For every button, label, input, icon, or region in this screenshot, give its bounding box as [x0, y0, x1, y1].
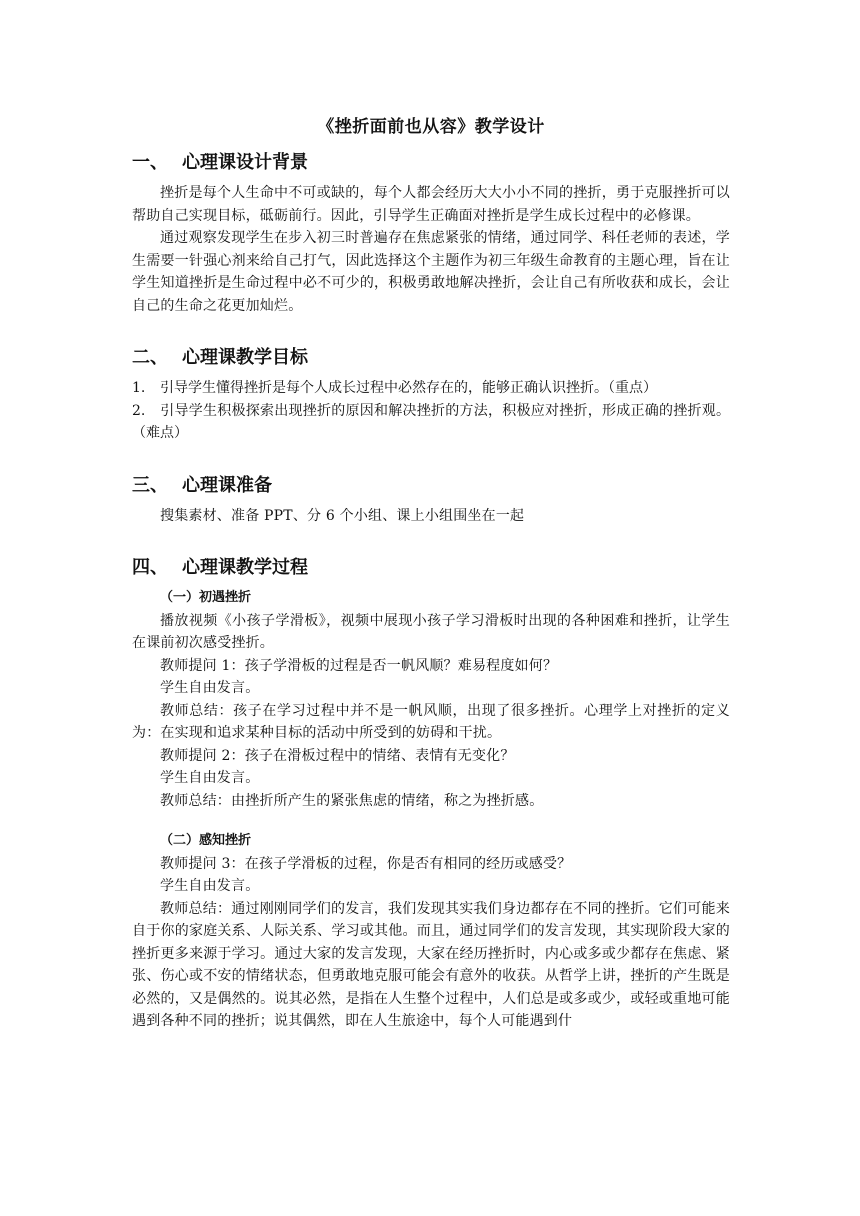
section-heading — [132, 343, 730, 373]
section-number: 四、 — [132, 557, 168, 578]
subsection-heading: （二）感知挫折 — [160, 833, 252, 848]
list-item-text: 引导学生懂得挫折是每个人成长过程中必然存在的，能够正确认识挫折。（重点） — [160, 380, 657, 396]
section-background — [132, 148, 730, 317]
paragraph: 搜集素材、准备 PPT、分 6 个小组、课上小组围坐在一起 — [160, 507, 525, 524]
section-heading — [132, 148, 730, 178]
section-title: 心理课教学目标 — [182, 347, 308, 368]
paragraph: 挫折是每个人生命中不可或缺的，每个人都会经历大大小小不同的挫折，勇于克服挫折可以帮助自己实现目标，砥砺前行。因此，引导学生正确面对挫折是学生成长过程中的必修课。 — [132, 185, 730, 224]
list-item-text: 引导学生积极探索出现挫折的原因和解决挫折的方法，积极应对挫折，形成正确的挫折观。（难点） — [132, 402, 730, 441]
paragraph: 播放视频《小孩子学滑板》，视频中展现小孩子学习滑板时出现的各种困难和挫折，让学生在课前初次感受挫折。 — [132, 612, 730, 651]
document-page — [132, 112, 730, 1033]
paragraph: 教师提问 2：孩子在滑板过程中的情绪、表情有无变化？ — [160, 747, 515, 764]
list-marker: 1. — [132, 380, 146, 396]
subsection-perceive — [132, 830, 730, 1033]
section-number: 一、 — [132, 152, 168, 173]
list-item — [132, 400, 730, 445]
paragraph: 教师总结：由挫折所产生的紧张焦虑的情绪，称之为挫折感。 — [160, 792, 544, 809]
section-title: 心理课设计背景 — [182, 152, 308, 173]
section-preparation — [132, 471, 730, 528]
paragraph: 教师总结：通过刚刚同学们的发言，我们发现其实我们身边都存在不同的挫折。它们可能来自于你的家庭关系、人际关系、学习或其他。而且，通过同学们的发言发现，其实现阶段大家的挫折更多来源于学习。通过大家的发言发现，大家在经历挫折时，内心或多或少都存在焦虑、紧张、伤心或不安的情绪状态，但勇敢地克服可能会有意外的收获。从哲学上讲，挫折的产生既是必然的，又是偶然的。说其必然，是指在人生整个过程中，人们总是或多或少，或轻或重地可能遇到各种不同的挫折；说其偶然，即在人生旅途中，每个人可能遇到什 — [132, 900, 730, 1029]
section-number: 三、 — [132, 474, 168, 496]
section-title: 心理课教学过程 — [182, 557, 308, 578]
section-heading — [132, 553, 730, 583]
section-number: 二、 — [132, 347, 168, 368]
subsection-heading: （一）初遇挫折 — [160, 590, 252, 605]
section-objectives — [132, 343, 730, 445]
section-title: 心理课准备 — [182, 474, 272, 496]
list-item — [132, 377, 730, 400]
section-heading — [132, 471, 730, 501]
subsection-first-encounter — [132, 587, 730, 812]
paragraph: 学生自由发言。 — [160, 680, 260, 696]
paragraph: 教师提问 1：孩子学滑板的过程是否一帆风顺？难易程度如何？ — [160, 657, 558, 674]
paragraph: 学生自由发言。 — [160, 878, 260, 894]
paragraph: 学生自由发言。 — [160, 770, 260, 786]
paragraph: 教师提问 3：在孩子学滑板的过程，你是否有相同的经历或感受？ — [160, 855, 572, 872]
section-process — [132, 553, 730, 1033]
document-title: 《挫折面前也从容》教学设计 — [317, 117, 545, 137]
paragraph: 教师总结：孩子在学习过程中并不是一帆风顺，出现了很多挫折。心理学上对挫折的定义为：在实现和追求某种目标的活动中所受到的妨碍和干扰。 — [132, 702, 730, 741]
paragraph: 通过观察发现学生在步入初三时普遍存在焦虑紧张的情绪，通过同学、科任老师的表述，学生需要一针强心剂来给自己打气，因此选择这个主题作为初三年级生命教育的主题心理，旨在让学生知道挫折是生命过程中必不可少的，积极勇敢地解决挫折，会让自己有所收获和成长，会让自己的生命之花更加灿烂。 — [132, 230, 730, 314]
list-marker: 2. — [132, 402, 146, 419]
